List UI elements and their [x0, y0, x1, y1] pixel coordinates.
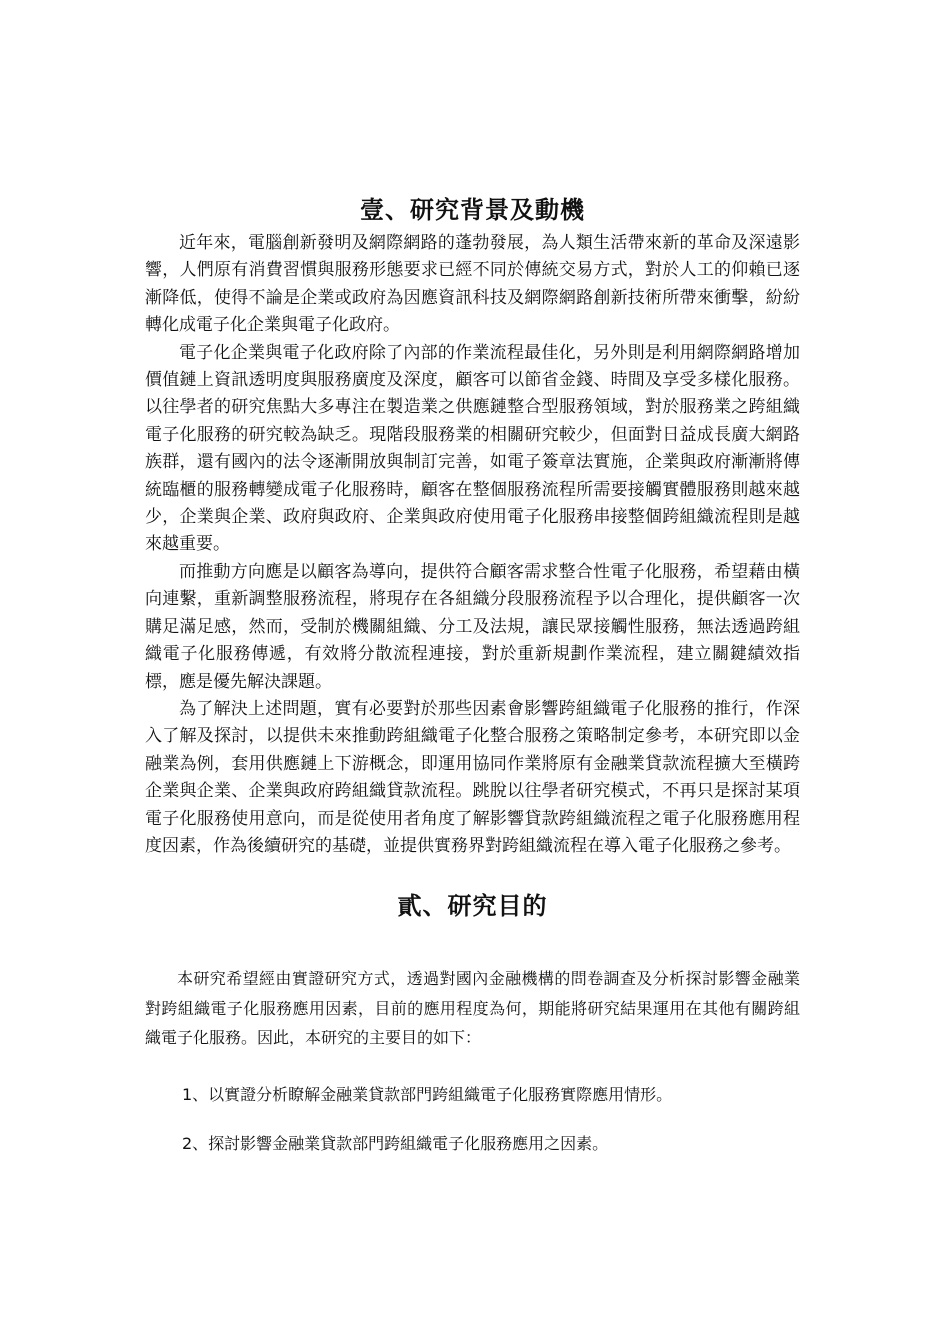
section-1-paragraph-3: 而推動方向應是以顧客為導向，提供符合顧客需求整合性電子化服務，希望藉由橫向連繫，重新調整服務流程，將現存在各組織分段服務流程予以合理化，提供顧客一次購足滿足感，然而，受制於機關組織、分工及法規，讓民眾接觸性服務，無法透過跨組織電子化服務傳遞，有效將分散流程連接，對於重新規劃作業流程，建立關鍵績效指標，應是優先解決課題。	[145, 561, 800, 692]
section-1-paragraph-4: 為了解決上述問題，實有必要對於那些因素會影響跨組織電子化服務的推行，作深入了解及探討，以提供未來推動跨組織電子化整合服務之策略制定參考，本研究即以金融業為例，套用供應鏈上下游概念，即運用協同作業將原有金融業貸款流程擴大至橫跨企業與企業、企業與政府跨組織貸款流程。跳脫以往學者研究模式，不再只是探討某項電子化服務使用意向，而是從使用者角度了解影響貸款跨組織流程之電子化服務應用程度因素，作為後續研究的基礎，並提供實務界對跨組織流程在導入電子化服務之參考。	[145, 698, 800, 856]
section-2-title: 貳、研究目的	[397, 891, 548, 921]
section-1-paragraph-2: 電子化企業與電子化政府除了內部的作業流程最佳化，另外則是利用網際網路增加價值鏈上資訊透明度與服務廣度及深度，顧客可以節省金錢、時間及享受多樣化服務。以往學者的研究焦點大多專注在製造業之供應鏈整合型服務領域，對於服務業之跨組織電子化服務的研究較為缺乏。現階段服務業的相關研究較少，但面對日益成長廣大網路族群，還有國內的法令逐漸開放與制訂完善，如電子簽章法實施，企業與政府漸漸將傳統臨櫃的服務轉變成電子化服務時，顧客在整個服務流程所需要接觸實體服務則越來越少，企業與企業、政府與政府、企業與政府使用電子化服務串接整個跨組織流程則是越來越重要。	[145, 342, 800, 555]
section-1-title: 壹、研究背景及動機	[360, 195, 585, 224]
objective-item-1: 1、以實證分析瞭解金融業貸款部門跨組織電子化服務實際應用情形。	[182, 1084, 673, 1104]
section-2-intro: 本研究希望經由實證研究方式，透過對國內金融機構的問卷調查及分析探討影響金融業對跨組織電子化服務應用因素，目前的應用程度為何，期能將研究結果運用在其他有關跨組織電子化服務。因此，本研究的主要目的如下：	[145, 969, 800, 1048]
section-1-paragraph-1: 近年來，電腦創新發明及網際網路的蓬勃發展，為人類生活帶來新的革命及深遠影響，人們原有消費習慣與服務形態要求已經不同於傳統交易方式，對於人工的仰賴已逐漸降低，使得不論是企業或政府為因應資訊科技及網際網路創新技術所帶來衝擊，紛紛轉化成電子化企業與電子化政府。	[145, 233, 800, 336]
document-page	[145, 192, 800, 1159]
objective-item-2: 2、探討影響金融業貸款部門跨組織電子化服務應用之因素。	[182, 1134, 609, 1154]
